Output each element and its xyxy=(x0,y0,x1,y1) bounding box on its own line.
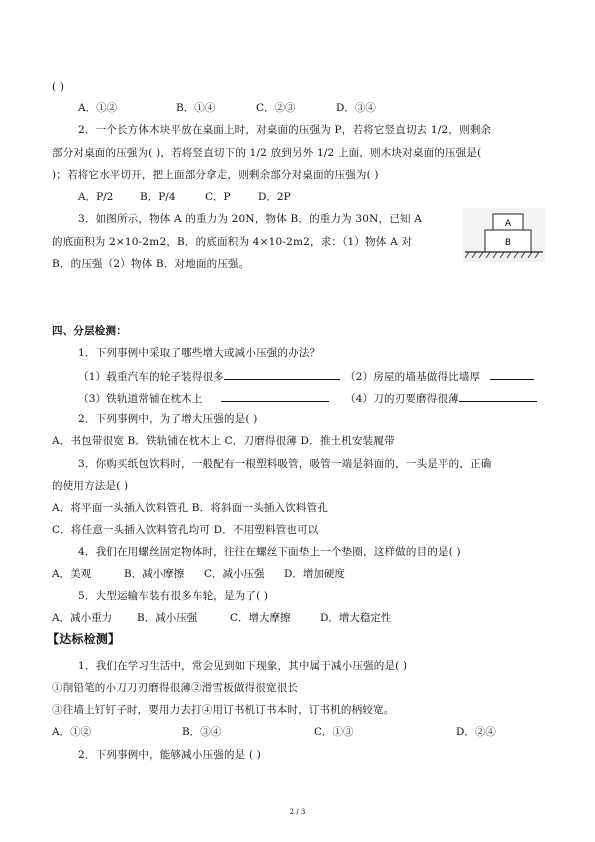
fill-line xyxy=(345,391,537,406)
option-b: B．P/4 xyxy=(140,191,176,203)
option-d: D．②④ xyxy=(456,726,496,738)
option-b: B．减小摩擦 xyxy=(124,568,185,580)
item-text: （4）刀的刃要磨得很薄 xyxy=(345,393,459,405)
item-text: （3）铁轨道常铺在枕木上 xyxy=(78,393,203,405)
option-d: D．2P xyxy=(258,191,291,203)
fill-line xyxy=(78,391,329,406)
item-text: （2）房屋的墙基做得比墙厚 xyxy=(345,371,481,383)
option-c: C．减小压强 xyxy=(204,568,265,580)
answer-blank xyxy=(221,391,329,402)
fill-line xyxy=(78,369,340,384)
question-text: 部分对桌面的压强为( )，若将竖直切下的 1/2 放到另外 1/2 上面，则木块对桌面的压强是( xyxy=(52,147,482,159)
question-options: C．将任意一头插入饮料管孔均可 D．不用塑料管也可以 xyxy=(52,524,319,536)
option-c: C．②③ xyxy=(256,102,296,114)
section-heading: 四、分层检测： xyxy=(52,325,127,337)
answer-blank xyxy=(459,391,537,402)
question-text: ①削铅笔的小刀刀刃磨得很薄②滑雪板做得很宽很长 xyxy=(52,682,299,694)
question-text: 1．我们在学习生活中，常会见到如下现象，其中属于减小压强的是( ) xyxy=(78,660,408,672)
option-a: A．P/2 xyxy=(78,191,114,203)
option-d: D．增大稳定性 xyxy=(320,612,392,624)
page-number: 2 / 3 xyxy=(289,808,306,816)
question-options: A．将平面一头插入饮料管孔 B．将斜面一头插入饮料管孔 xyxy=(52,502,329,514)
option-a: A．①② xyxy=(78,102,118,114)
answer-blank xyxy=(490,369,534,380)
question-text: 4．我们在用螺丝固定物体时，往往在螺丝下面垫上一个垫圈，这样做的目的是( ) xyxy=(78,546,461,558)
answer-bracket: ( ) xyxy=(52,81,65,93)
answer-blank xyxy=(224,369,340,380)
block-a-label: A xyxy=(504,219,512,229)
question-text: B．的压强（2）物体 B．对地面的压强。 xyxy=(52,258,250,270)
section-heading: 【达标检测】 xyxy=(47,632,121,646)
option-c: C．增大摩擦 xyxy=(230,612,291,624)
question-text: 的底面积为 2×10-2m2，B．的底面积为 4×10-2m2，求：（1）物体 A 对 xyxy=(52,236,413,248)
option-b: B．①④ xyxy=(176,102,216,114)
question-text: 1．下列事例中采取了哪些增大或减小压强的办法？ xyxy=(78,347,321,359)
option-a: A．①② xyxy=(52,726,92,738)
question-text: 的使用方法是( ) xyxy=(52,480,129,492)
question-text: 5．大型运输车装有很多车轮，是为了( ) xyxy=(78,590,269,602)
option-a: A．美观 xyxy=(52,568,92,580)
option-d: D．③④ xyxy=(336,102,376,114)
option-c: C．①③ xyxy=(314,726,354,738)
option-a: A．减小重力 xyxy=(52,612,113,624)
option-b: B．③④ xyxy=(182,726,222,738)
question-text: 2．下列事例中，为了增大压强的是( ) xyxy=(78,413,258,425)
question-text: ③往墙上钉钉子时，要用力去打④用订书机订书本时，订书机的柄较宽。 xyxy=(52,704,395,716)
option-c: C．P xyxy=(205,191,231,203)
question-text: )；若将它水平切开，把上面部分拿走，则剩余部分对桌面的压强为( ) xyxy=(52,169,379,181)
option-b: B．减小压强 xyxy=(137,612,198,624)
block-b-label: B xyxy=(504,238,512,248)
blocks-figure xyxy=(463,208,545,262)
item-text: （1）载重汽车的轮子装得很多 xyxy=(78,371,224,383)
option-d: D．增加硬度 xyxy=(284,568,345,580)
question-text: 3．如图所示，物体 A 的重力为 20N，物体 B．的重力为 30N，已知 A xyxy=(78,213,422,225)
question-text: 2．下列事例中，能够减小压强的是 ( ) xyxy=(78,749,262,761)
question-text: 3．你购买纸包饮料时，一般配有一根塑料吸管，吸管一端是斜面的，一头是平的，正确 xyxy=(78,458,492,470)
question-options: A．书包带很宽 B．铁轨铺在枕木上 C．刀磨得很薄 D．推土机安装履带 xyxy=(52,435,395,447)
fill-line xyxy=(345,369,534,384)
question-text: 2．一个长方体木块平放在桌面上时，对桌面的压强为 P，若将它竖直切去 1/2，则剩余 xyxy=(78,124,492,136)
